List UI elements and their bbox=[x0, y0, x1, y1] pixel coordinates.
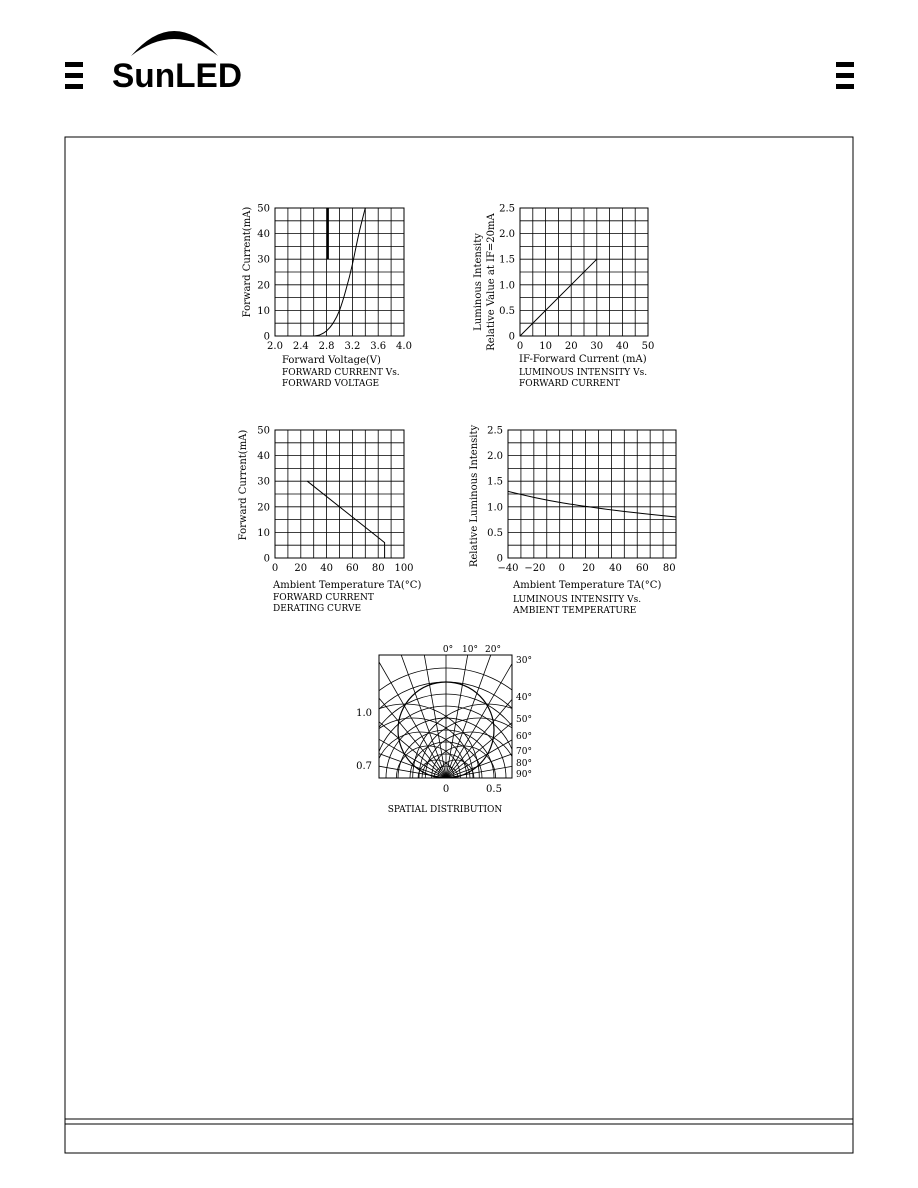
y-axis-label: Forward Current(mA) bbox=[242, 206, 253, 318]
x-tick-label: 40 bbox=[609, 563, 622, 574]
y-axis-label-1: Luminous Intensity bbox=[473, 233, 484, 331]
logo-arc-icon bbox=[131, 31, 218, 56]
chart-grid bbox=[275, 430, 404, 558]
chart-caption: SPATIAL DISTRIBUTION bbox=[387, 805, 503, 815]
y-tick-label: 0 bbox=[263, 553, 270, 565]
chart-grid bbox=[275, 208, 404, 336]
chart-caption-line2: DERATING CURVE bbox=[273, 604, 362, 614]
y-tick-label: 50 bbox=[257, 425, 270, 437]
x-axis-label: IF-Forward Current (mA) bbox=[519, 354, 647, 365]
scale-label: 0.5 bbox=[486, 784, 502, 795]
chart-forward-current-derating bbox=[238, 426, 421, 615]
y-axis-label: Forward Current(mA) bbox=[238, 429, 249, 541]
angle-label: 10° bbox=[462, 645, 478, 655]
x-tick-label: 0 bbox=[558, 563, 565, 574]
chart-caption-line2: FORWARD CURRENT bbox=[519, 379, 620, 389]
chart-luminous-intensity-vs-current bbox=[473, 204, 654, 390]
y-tick-label: 50 bbox=[257, 203, 270, 215]
x-tick-label: 3.6 bbox=[370, 341, 387, 352]
x-tick-label: 100 bbox=[394, 563, 414, 574]
y-tick-label: 40 bbox=[257, 451, 270, 463]
y-tick-label: 20 bbox=[257, 502, 270, 514]
x-tick-label: 3.2 bbox=[344, 341, 361, 352]
x-axis-label: Ambient Temperature TA(°C) bbox=[513, 580, 662, 591]
y-tick-label: 0.5 bbox=[487, 527, 503, 539]
y-tick-label: 2.0 bbox=[499, 229, 515, 241]
intensity-label: 1.0 bbox=[356, 708, 372, 719]
y-tick-label: 0 bbox=[263, 331, 270, 343]
y-axis-label: Relative Luminous Intensity bbox=[469, 424, 480, 568]
angle-label: 70° bbox=[516, 747, 532, 757]
content-frame bbox=[65, 137, 853, 1153]
angle-label: 90° bbox=[516, 770, 532, 780]
x-tick-label: 0 bbox=[516, 341, 524, 352]
x-tick-label: 80 bbox=[662, 563, 676, 574]
x-tick-label: 20 bbox=[564, 341, 578, 352]
x-tick-label: 0 bbox=[271, 563, 279, 574]
angle-label: 60° bbox=[516, 732, 532, 742]
x-tick-label: 10 bbox=[539, 341, 552, 352]
x-tick-label: 40 bbox=[616, 341, 629, 352]
y-axis-label-2: Relative Value at IF=20mA bbox=[486, 213, 497, 351]
y-tick-label: 30 bbox=[257, 254, 270, 266]
x-axis-label: Ambient Temperature TA(°C) bbox=[273, 580, 422, 591]
scale-label: 0 bbox=[442, 784, 450, 795]
x-tick-label: 50 bbox=[641, 341, 655, 352]
temp-curve bbox=[508, 491, 676, 517]
x-tick-label: 20 bbox=[294, 563, 308, 574]
x-tick-label: −20 bbox=[524, 563, 546, 574]
intensity-label: 0.7 bbox=[356, 761, 372, 772]
angle-label: 30° bbox=[516, 656, 532, 666]
angle-label: 20° bbox=[485, 645, 501, 655]
x-tick-label: −40 bbox=[497, 563, 519, 574]
y-tick-label: 20 bbox=[257, 280, 270, 292]
y-tick-label: 30 bbox=[257, 476, 270, 488]
y-tick-label: 2.0 bbox=[487, 451, 503, 463]
chart-grid bbox=[508, 430, 676, 558]
chart-caption-line1: LUMINOUS INTENSITY Vs. bbox=[513, 595, 642, 605]
y-tick-label: 10 bbox=[257, 527, 270, 539]
chart-forward-current-vs-voltage bbox=[242, 204, 412, 390]
y-tick-label: 1.5 bbox=[499, 254, 515, 266]
x-tick-label: 60 bbox=[636, 563, 649, 574]
x-tick-label: 20 bbox=[582, 563, 596, 574]
chart-caption-line1: LUMINOUS INTENSITY Vs. bbox=[519, 368, 648, 378]
chart-caption-line2: AMBIENT TEMPERATURE bbox=[513, 606, 637, 616]
y-tick-label: 2.5 bbox=[487, 425, 503, 437]
y-tick-label: 10 bbox=[257, 305, 270, 317]
left-bars-icon bbox=[65, 62, 83, 89]
angle-label: 40° bbox=[516, 693, 532, 703]
chart-caption-line2: FORWARD VOLTAGE bbox=[282, 379, 380, 389]
brand-logo bbox=[112, 31, 242, 95]
brand-name: SunLED bbox=[112, 57, 242, 95]
x-tick-label: 2.8 bbox=[318, 341, 335, 352]
angle-line bbox=[307, 698, 446, 778]
y-tick-label: 2.5 bbox=[499, 203, 515, 215]
y-tick-label: 1.0 bbox=[487, 502, 503, 514]
angle-label: 80° bbox=[516, 759, 532, 769]
x-tick-label: 2.4 bbox=[292, 341, 309, 352]
angle-label: 50° bbox=[516, 715, 532, 725]
chart-luminous-intensity-vs-temperature bbox=[469, 424, 676, 616]
y-tick-label: 0 bbox=[508, 331, 515, 343]
x-tick-label: 2.0 bbox=[267, 341, 283, 352]
right-bars-icon bbox=[836, 62, 854, 89]
x-tick-label: 80 bbox=[371, 563, 385, 574]
chart-caption-line1: FORWARD CURRENT Vs. bbox=[282, 368, 400, 378]
y-tick-label: 40 bbox=[257, 229, 270, 241]
x-tick-label: 4.0 bbox=[396, 341, 412, 352]
y-tick-label: 1.0 bbox=[499, 280, 515, 292]
chart-caption-line1: FORWARD CURRENT bbox=[273, 593, 374, 603]
x-axis-label: Forward Voltage(V) bbox=[282, 355, 381, 366]
header bbox=[65, 31, 854, 95]
y-tick-label: 0 bbox=[496, 553, 503, 565]
y-tick-label: 0.5 bbox=[499, 305, 515, 317]
x-tick-label: 30 bbox=[590, 341, 604, 352]
angle-label: 0° bbox=[442, 645, 454, 655]
x-tick-label: 60 bbox=[346, 563, 359, 574]
y-tick-label: 1.5 bbox=[487, 476, 503, 488]
x-tick-label: 40 bbox=[320, 563, 333, 574]
chart-spatial-distribution bbox=[286, 618, 606, 852]
